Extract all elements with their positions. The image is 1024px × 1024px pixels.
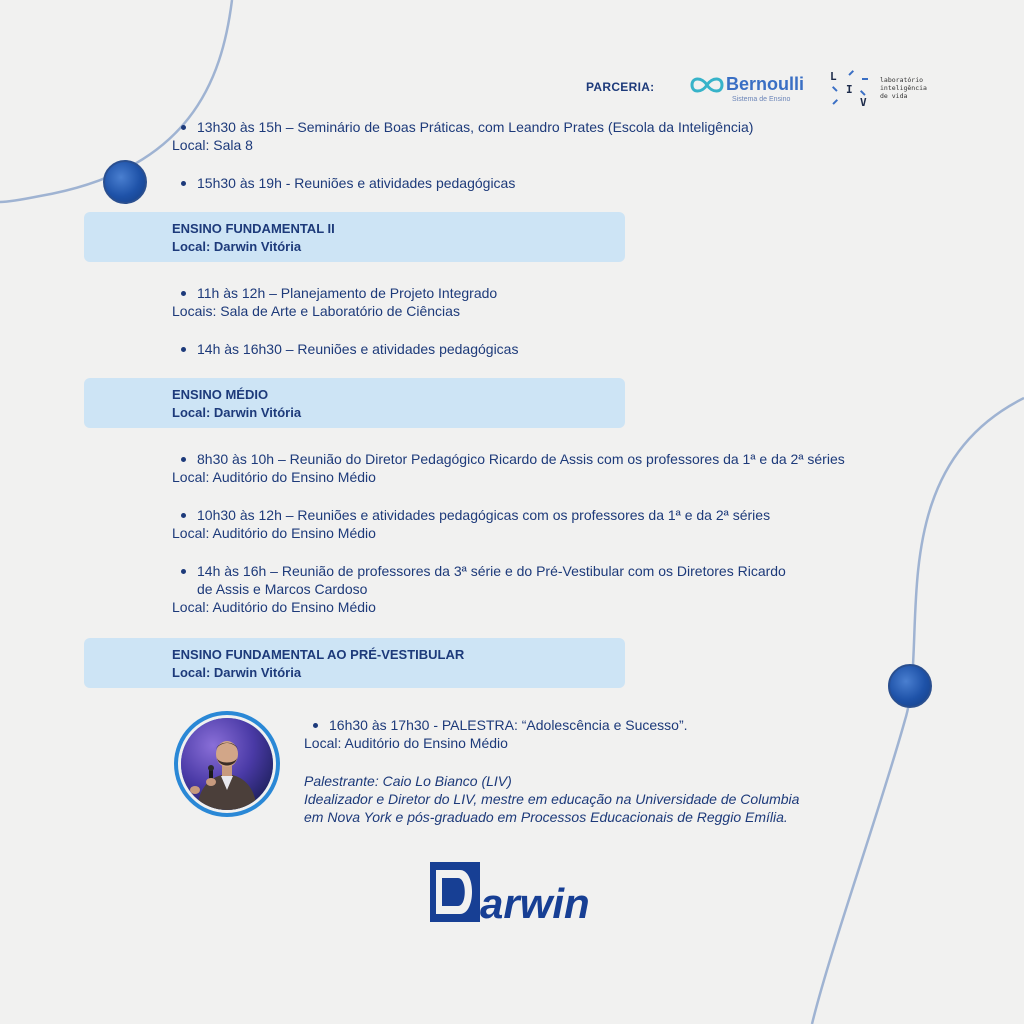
schedule-item bbox=[172, 340, 518, 358]
liv-tick bbox=[832, 99, 837, 104]
speaker-avatar bbox=[174, 711, 280, 817]
liv-letter-l: L bbox=[830, 70, 837, 83]
bernoulli-name: Bernoulli bbox=[726, 74, 805, 94]
section-title: ENSINO FUNDAMENTAL II bbox=[172, 221, 335, 236]
schedule-item bbox=[172, 562, 786, 616]
speaker-description-line2: em Nova York e pós-graduado em Processos Educacionais de Reggio Emília. bbox=[304, 809, 788, 825]
partner-label: PARCERIA: bbox=[586, 80, 655, 94]
schedule-time-continued: de Assis e Marcos Cardoso bbox=[197, 581, 368, 597]
speaker-description-line1: Idealizador e Diretor do LIV, mestre em educação na Universidade de Columbia bbox=[304, 791, 800, 807]
liv-tick bbox=[832, 86, 837, 91]
schedule-location: Local: Auditório do Ensino Médio bbox=[172, 525, 376, 541]
schedule-location: Locais: Sala de Arte e Laboratório de Ciências bbox=[172, 303, 460, 319]
speaker-name: Palestrante: Caio Lo Bianco (LIV) bbox=[304, 773, 512, 789]
schedule-time: 8h30 às 10h – Reunião do Diretor Pedagógico Ricardo de Assis com os professores da 1ª e da 2ª séries bbox=[172, 450, 845, 468]
schedule-time: 13h30 às 15h – Seminário de Boas Práticas, com Leandro Prates (Escola da Inteligência) bbox=[172, 118, 753, 136]
schedule-time: 14h às 16h – Reunião de professores da 3ª série e do Pré-Vestibular com os Diretores Ricardo bbox=[172, 562, 786, 580]
darwin-logo bbox=[430, 860, 600, 926]
schedule-time: 10h30 às 12h – Reuniões e atividades pedagógicas com os professores da 1ª e da 2ª séries bbox=[172, 506, 770, 524]
section-header-fundamental-ii bbox=[84, 212, 625, 262]
schedule-time: 15h30 às 19h - Reuniões e atividades pedagógicas bbox=[172, 174, 515, 192]
infinity-icon bbox=[688, 74, 726, 96]
liv-tick bbox=[862, 78, 868, 80]
speaker-bio bbox=[304, 772, 799, 826]
schedule-time: 14h às 16h30 – Reuniões e atividades pedagógicas bbox=[172, 340, 518, 358]
speaker-photo bbox=[178, 715, 276, 813]
talk-time: 16h30 às 17h30 - PALESTRA: “Adolescência e Sucesso”. bbox=[304, 716, 688, 734]
schedule-location: Local: Auditório do Ensino Médio bbox=[172, 599, 376, 615]
schedule-time: 11h às 12h – Planejamento de Projeto Integrado bbox=[172, 284, 497, 302]
schedule-location: Local: Sala 8 bbox=[172, 137, 253, 153]
liv-description: laboratório inteligência de vida bbox=[880, 76, 927, 100]
decorative-dot-left bbox=[103, 160, 147, 204]
section-header-fundamental-pre-vestibular bbox=[84, 638, 625, 688]
schedule-item bbox=[172, 450, 845, 486]
section-location: Local: Darwin Vitória bbox=[172, 239, 302, 254]
section-title: ENSINO MÉDIO bbox=[172, 387, 269, 402]
bernoulli-logo bbox=[688, 72, 813, 106]
section-location: Local: Darwin Vitória bbox=[172, 405, 302, 420]
liv-tick bbox=[848, 70, 853, 75]
schedule-item-talk bbox=[304, 716, 688, 752]
bernoulli-subtitle: Sistema de Ensino bbox=[732, 96, 791, 103]
liv-letter-i: I bbox=[846, 83, 853, 96]
schedule-item bbox=[172, 506, 770, 542]
talk-location: Local: Auditório do Ensino Médio bbox=[304, 735, 508, 751]
schedule-item bbox=[172, 118, 753, 154]
speaker-portrait-icon bbox=[181, 718, 273, 810]
section-location: Local: Darwin Vitória bbox=[172, 665, 302, 680]
section-header-ensino-medio bbox=[84, 378, 625, 428]
svg-text:arwin: arwin bbox=[480, 880, 590, 926]
decorative-dot-right bbox=[888, 664, 932, 708]
liv-letter-v: V bbox=[860, 96, 867, 109]
liv-tick bbox=[860, 90, 865, 95]
schedule-location: Local: Auditório do Ensino Médio bbox=[172, 469, 376, 485]
schedule-item bbox=[172, 174, 515, 192]
schedule-item bbox=[172, 284, 497, 320]
section-title: ENSINO FUNDAMENTAL AO PRÉ-VESTIBULAR bbox=[172, 647, 465, 662]
liv-logo bbox=[828, 68, 938, 110]
